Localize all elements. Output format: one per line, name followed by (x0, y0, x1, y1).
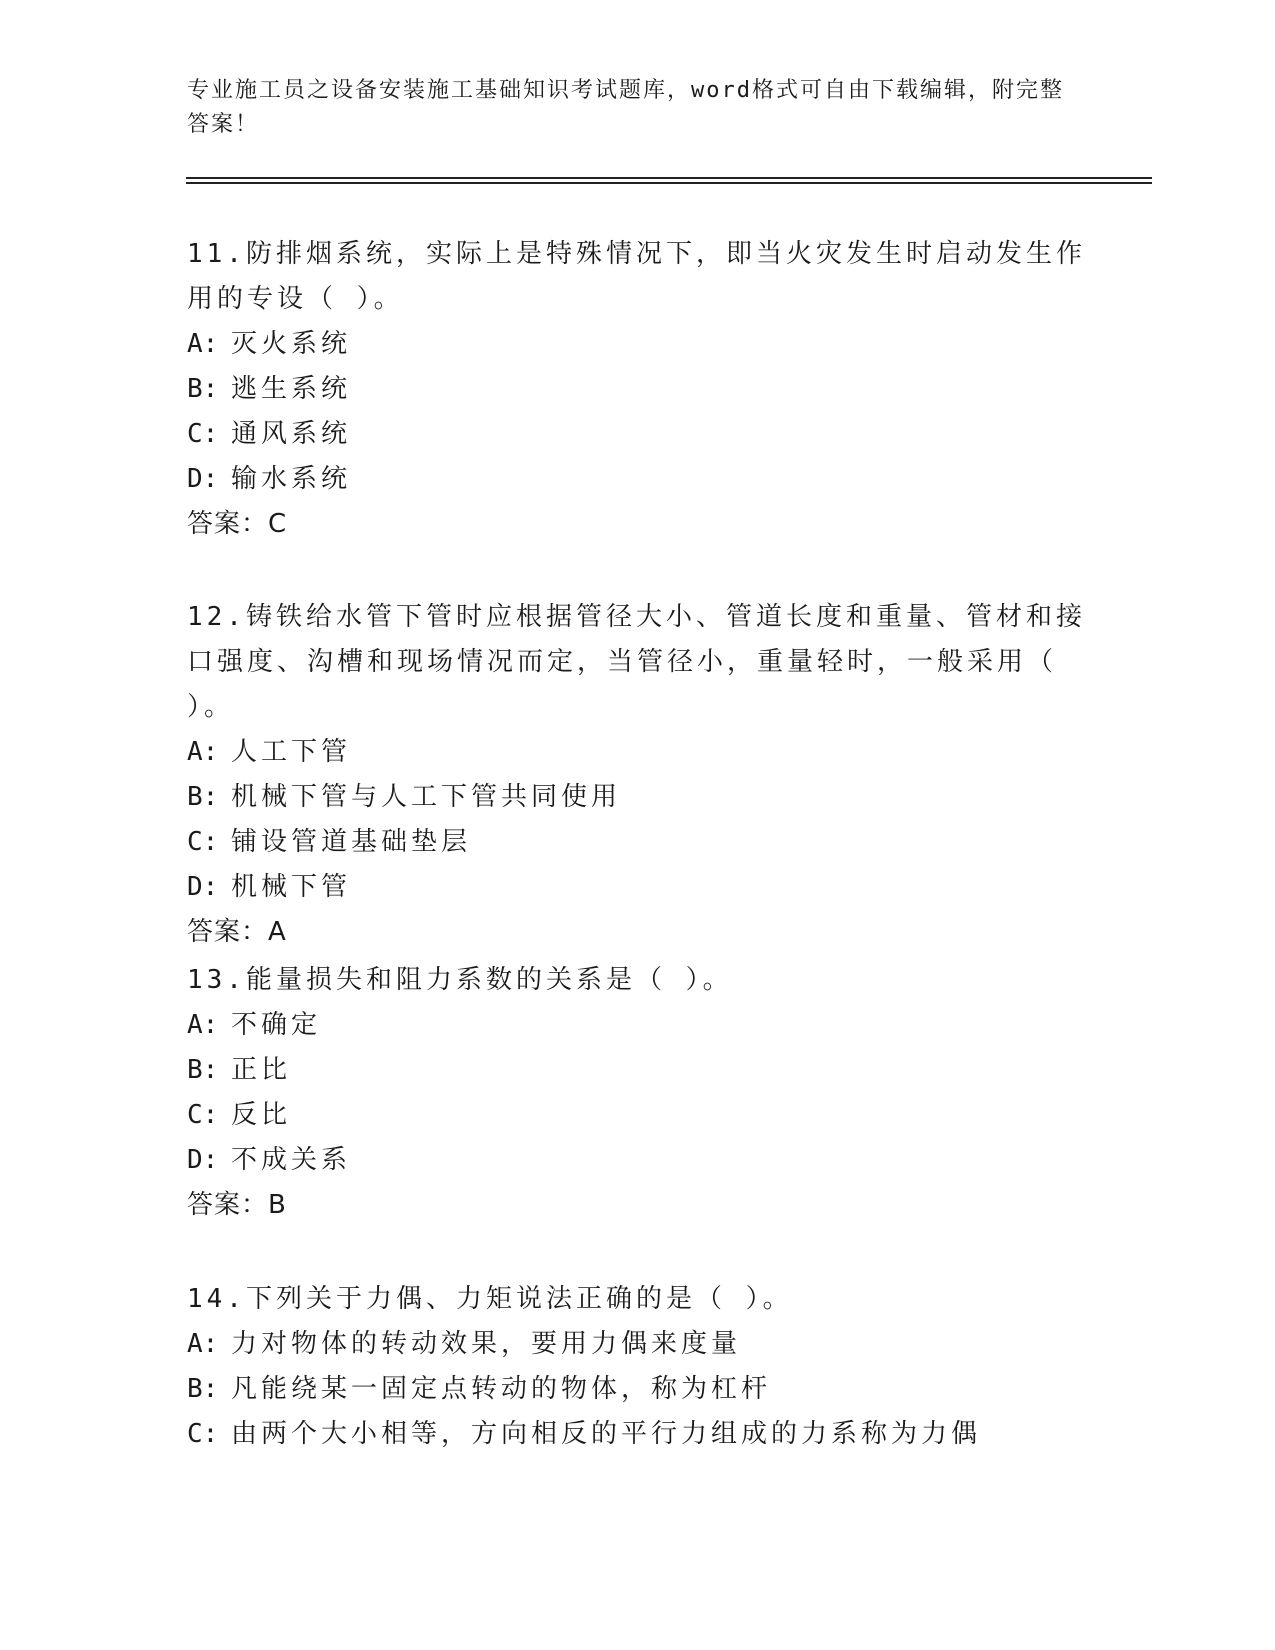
option-text: 机械下管 (231, 872, 352, 902)
option-text: 不成关系 (231, 1145, 352, 1175)
option-text: 机械下管与人工下管共同使用 (231, 782, 622, 812)
question-stem: 13.能量损失和阻力系数的关系是（ ）。 (187, 965, 733, 995)
option-c (187, 820, 1087, 865)
question-stem: 12.铸铁给水管下管时应根据管径大小、管道长度和重量、管材和接口强度、沟槽和现场情况而定，当管径小，重量轻时，一般采用（ ）。 (187, 602, 1086, 722)
option-letter: B: (187, 1374, 219, 1404)
header-divider-bottom (186, 182, 1152, 184)
option-text: 反比 (231, 1100, 292, 1130)
option-b (187, 1048, 1087, 1093)
option-letter: B: (187, 374, 219, 404)
document-header: 专业施工员之设备安装施工基础知识考试题库，word格式可自由下载编辑，附完整答案！ (187, 78, 1064, 137)
option-d (187, 1138, 1087, 1183)
question-stem: 14.下列关于力偶、力矩说法正确的是（ ）。 (187, 1284, 793, 1314)
option-letter: A: (187, 1329, 219, 1359)
header-divider-top (186, 177, 1152, 179)
option-text: 铺设管道基础垫层 (231, 827, 472, 857)
option-letter: C: (187, 1419, 219, 1449)
option-letter: D: (187, 464, 219, 494)
option-text: 输水系统 (231, 464, 352, 494)
question-stem: 11.防排烟系统，实际上是特殊情况下，即当火灾发生时启动发生作用的专设（ ）。 (187, 239, 1086, 314)
option-text: 正比 (231, 1055, 292, 1085)
question-13 (187, 958, 1087, 1228)
option-text: 通风系统 (231, 419, 352, 449)
option-letter: D: (187, 1145, 219, 1175)
option-letter: A: (187, 1010, 219, 1040)
option-text: 由两个大小相等，方向相反的平行力组成的力系称为力偶 (231, 1419, 982, 1449)
option-c (187, 412, 1087, 457)
option-a (187, 322, 1087, 367)
option-text: 逃生系统 (231, 374, 352, 404)
answer-line: 答案：A (187, 917, 287, 947)
option-letter: D: (187, 872, 219, 902)
question-12 (187, 595, 1087, 955)
option-b (187, 367, 1087, 412)
option-letter: A: (187, 737, 219, 767)
option-a (187, 1322, 1087, 1367)
answer-line: 答案：C (187, 509, 288, 539)
option-text: 凡能绕某一固定点转动的物体，称为杠杆 (231, 1374, 772, 1404)
option-letter: B: (187, 782, 219, 812)
option-letter: B: (187, 1055, 219, 1085)
option-b (187, 775, 1087, 820)
option-text: 灭火系统 (231, 329, 352, 359)
option-text: 不确定 (231, 1010, 322, 1040)
option-letter: A: (187, 329, 219, 359)
question-14 (187, 1277, 1087, 1457)
option-c (187, 1412, 1087, 1457)
answer-line: 答案：B (187, 1190, 287, 1220)
option-b (187, 1367, 1087, 1412)
option-text: 力对物体的转动效果，要用力偶来度量 (231, 1329, 742, 1359)
option-text: 人工下管 (231, 737, 352, 767)
option-d (187, 865, 1087, 910)
option-d (187, 457, 1087, 502)
option-letter: C: (187, 1100, 219, 1130)
option-a (187, 1003, 1087, 1048)
option-letter: C: (187, 827, 219, 857)
question-11 (187, 232, 1087, 547)
option-letter: C: (187, 419, 219, 449)
option-c (187, 1093, 1087, 1138)
option-a (187, 730, 1087, 775)
